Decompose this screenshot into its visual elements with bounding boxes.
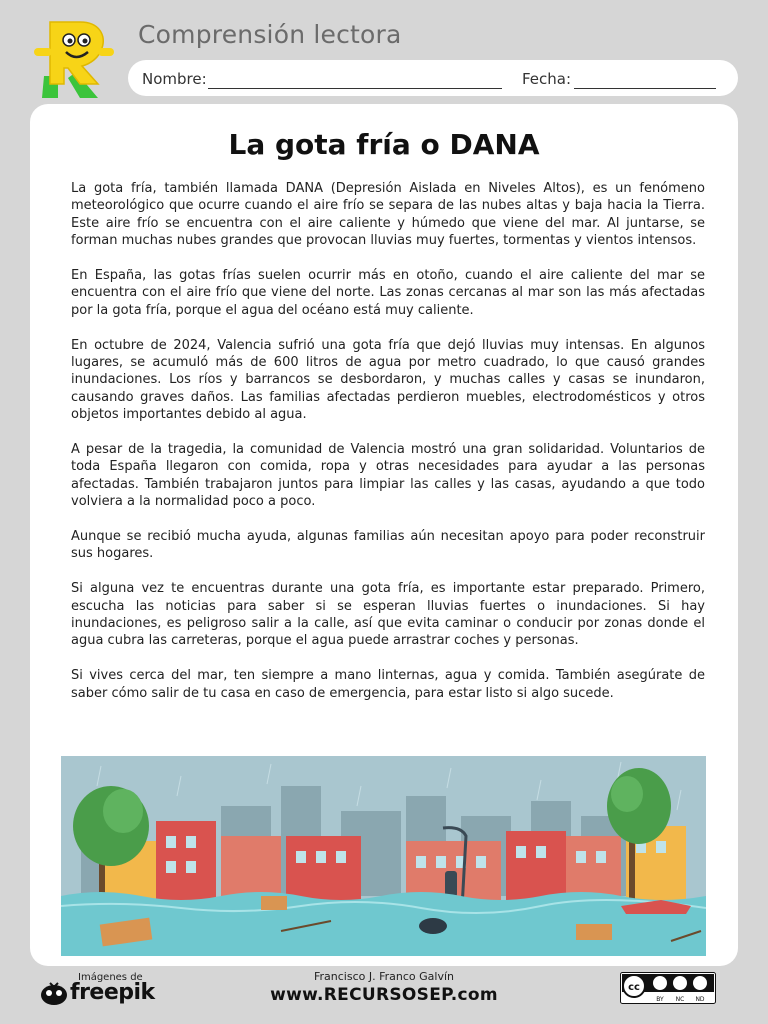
document-title: La gota fría o DANA	[228, 128, 540, 161]
paragraph-6: Si alguna vez te encuentras durante una gota fría, es importante estar preparado. Primero, escucha las noticias para saber si se esperan lluvias fuertes o inundaciones. Si hay inundaciones, es peligroso salir a la calle, así que evita caminar o conducir por zonas donde el agua cubra las carreteras, porque el agua puede arrastrar coches y personas.	[71, 581, 705, 649]
svg-text:cc: cc	[628, 982, 640, 993]
freepik-brand: freepik	[70, 980, 155, 1005]
paragraph-5: Aunque se recibió mucha ayuda, algunas familias aún necesitan apoyo para poder reconstruir sus hogares.	[71, 529, 705, 562]
reading-card	[30, 104, 738, 966]
recursosep-logo	[28, 18, 120, 98]
name-date-bar	[128, 60, 738, 96]
name-label: Nombre:	[142, 70, 207, 88]
paragraph-3: En octubre de 2024, Valencia sufrió una gota fría que dejó lluvias muy intensas. En algunos lugares, se acumuló más de 600 litros de agua por metro cuadrado, lo que causó grandes inundaciones. Los ríos y barrancos se desbordaron, y muchas calles y casas se inundaron, causando graves daños. Las familias afectadas perdieron muebles, electrodomésticos y otros objetos importantes debido al agua.	[71, 337, 705, 423]
paragraph-2: En España, las gotas frías suelen ocurrir más en otoño, cuando el aire caliente del mar se encuentra con el aire frío que viene del norte. Las zonas cercanas al mar son las más afectadas por la gota fría, porque el agua del océano está muy caliente.	[71, 268, 705, 318]
cc-badge-by: BY	[656, 996, 664, 1003]
cc-badge-nd: ND	[695, 996, 705, 1003]
paragraph-1: La gota fría, también llamada DANA (Depresión Aislada en Niveles Altos), es un fenómeno meteorológico que ocurre cuando el aire frío se separa de las nubes altas y baja hacia la Tierra. Este aire frío se encuentra con el aire caliente y húmedo que viene del mar. Al juntarse, se forman muchas nubes grandes que provocan lluvias muy fuertes, tormentas y vientos intensos.	[71, 181, 705, 249]
images-credit-label: Imágenes de	[78, 972, 143, 983]
date-line	[574, 88, 716, 89]
reading-text	[71, 180, 705, 719]
worksheet-header-title: Comprensión lectora	[138, 20, 402, 49]
name-line	[208, 88, 502, 89]
creative-commons-license-icon	[620, 972, 716, 1004]
paragraph-7: Si vives cerca del mar, ten siempre a mano linternas, agua y comida. También asegúrate de saber cómo salir de tu casa en caso de emergencia, para estar listo si algo sucede.	[71, 668, 705, 701]
website-link[interactable]: www.RECURSOSEP.com	[270, 985, 498, 1005]
flood-illustration	[61, 756, 706, 956]
cc-badge-nc: NC	[675, 996, 685, 1003]
author-name: Francisco J. Franco Galvín	[313, 970, 454, 983]
date-label: Fecha:	[522, 70, 572, 88]
paragraph-4: A pesar de la tragedia, la comunidad de Valencia mostró una gran solidaridad. Voluntarios de toda España llegaron con comida, ropa y otras necesidades para ayudar a las personas afectadas. También trabajaron juntos para limpiar las calles y las casas, ayudando a que todo volviera a la normalidad poco a poco.	[71, 442, 705, 510]
